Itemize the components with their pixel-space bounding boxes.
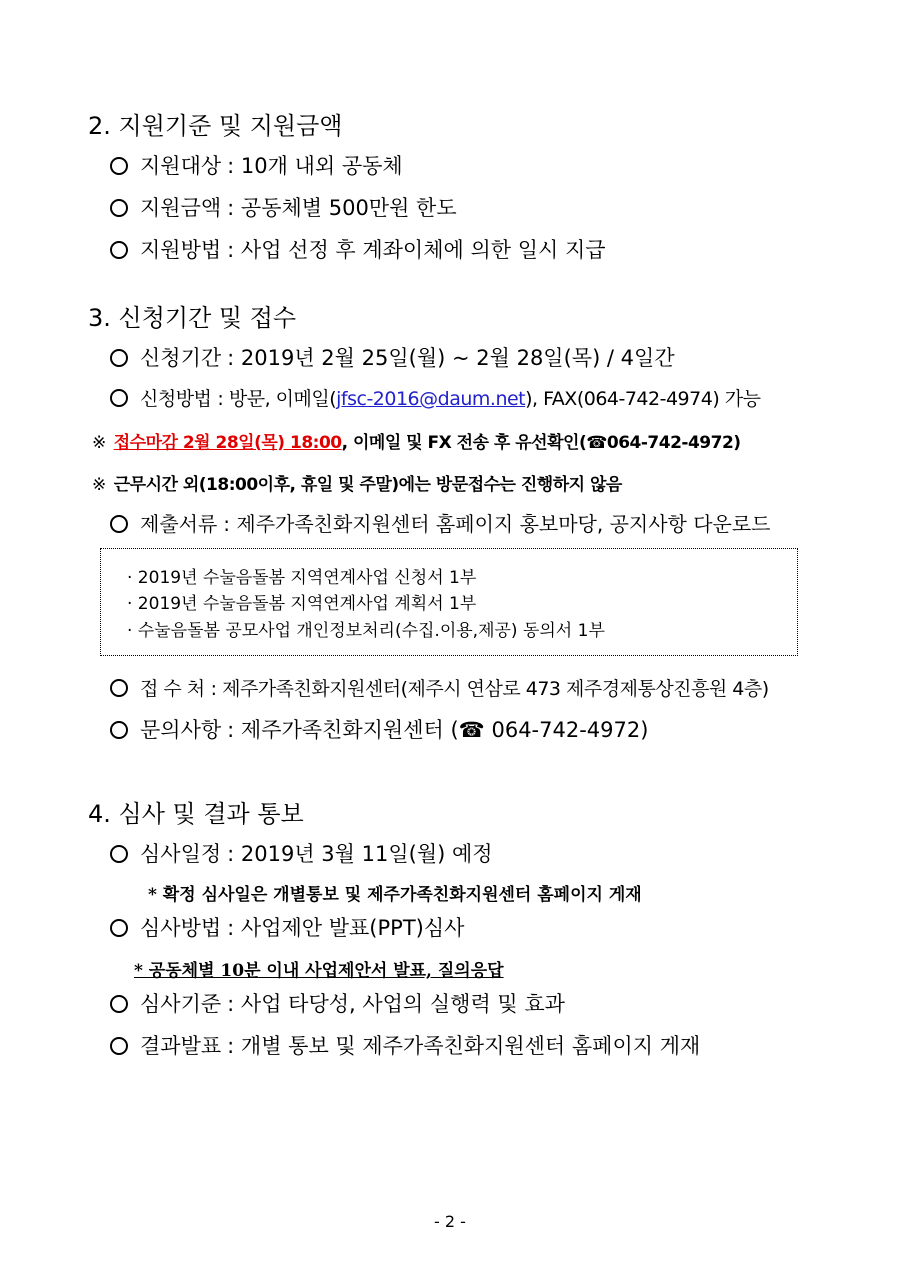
document-list-box [100, 548, 798, 656]
review-criteria-item [110, 988, 565, 1018]
item-label: 신청기간 [140, 346, 222, 370]
item-label: 지원금액 [140, 196, 222, 220]
inquiry-item [110, 714, 648, 744]
circle-bullet-icon [110, 349, 128, 367]
hours-note [92, 470, 622, 495]
item-value: : 10개 내외 공동체 [227, 154, 403, 178]
circle-bullet-icon [110, 679, 128, 697]
schedule-note: * 확정 심사일은 개별통보 및 제주가족친화지원센터 홈페이지 게재 [148, 885, 642, 905]
circle-bullet-icon [110, 721, 128, 739]
application-period-item [110, 342, 675, 372]
support-target-item [110, 150, 403, 180]
support-amount-item [110, 192, 457, 222]
section-4-heading: 4. 심사 및 결과 통보 [88, 800, 304, 828]
section-2-heading: 2. 지원기준 및 지원금액 [88, 112, 343, 140]
circle-bullet-icon [110, 389, 128, 407]
note-text: , 이메일 및 FX 전송 후 유선확인(☎064-742-4972) [341, 433, 741, 453]
item-label: 지원방법 [140, 238, 222, 262]
deadline-text: 접수마감 2월 28일(목) 18:00 [113, 433, 342, 453]
item-value: : 사업 선정 후 계좌이체에 의한 일시 지급 [227, 238, 606, 262]
item-label: 결과발표 [140, 1034, 222, 1058]
page-number: - 2 - [434, 1212, 466, 1231]
circle-bullet-icon [110, 995, 128, 1013]
circle-bullet-icon [110, 157, 128, 175]
note-mark: ※ [92, 475, 106, 495]
circle-bullet-icon [110, 515, 128, 533]
reception-place-item [110, 674, 769, 701]
item-label: 신청방법 [140, 388, 212, 410]
item-label: 심사방법 [140, 916, 222, 940]
item-label: 심사기준 [140, 992, 222, 1016]
item-value: : 제주가족친화지원센터(제주시 연삼로 473 제주경제통상진흥원 4층) [210, 678, 769, 700]
document-list-item: · 2019년 수눌음돌봄 지역연계사업 계획서 1부 [127, 594, 477, 614]
document-list-item: · 수눌음돌봄 공모사업 개인정보처리(수집.이용,제공) 동의서 1부 [127, 621, 605, 641]
item-label: 문의사항 [140, 718, 222, 742]
note-mark: ※ [92, 433, 106, 453]
support-method-item [110, 234, 606, 264]
item-value: : 사업 타당성, 사업의 실행력 및 효과 [227, 992, 565, 1016]
documents-item [110, 508, 770, 537]
circle-bullet-icon [110, 199, 128, 217]
item-label: 심사일정 [140, 842, 222, 866]
item-value-suffix: ), FAX(064-742-4974) 가능 [525, 388, 761, 410]
item-label: 접 수 처 [140, 678, 205, 700]
item-value: : 2019년 3월 11일(월) 예정 [227, 842, 493, 866]
email-link[interactable]: jfsc-2016@daum.net [336, 388, 526, 410]
circle-bullet-icon [110, 241, 128, 259]
item-value-prefix: : 방문, 이메일( [217, 388, 337, 410]
item-value: : 2019년 2월 25일(월) ~ 2월 28일(목) / 4일간 [227, 346, 675, 370]
item-value: : 개별 통보 및 제주가족친화지원센터 홈페이지 게재 [227, 1034, 701, 1058]
circle-bullet-icon [110, 845, 128, 863]
result-announcement-item [110, 1030, 700, 1060]
item-value: : 제주가족친화지원센터 홈페이지 홍보마당, 공지사항 다운로드 [223, 512, 771, 536]
deadline-note [92, 428, 741, 453]
application-method-item [110, 384, 760, 411]
item-label: 제출서류 [140, 512, 218, 536]
item-value: : 사업제안 발표(PPT)심사 [227, 916, 465, 940]
review-method-item [110, 912, 464, 942]
document-list-item: · 2019년 수눌음돌봄 지역연계사업 신청서 1부 [127, 568, 477, 588]
item-label: 지원대상 [140, 154, 222, 178]
circle-bullet-icon [110, 919, 128, 937]
note-text: 근무시간 외(18:00이후, 휴일 및 주말)에는 방문접수는 진행하지 않음 [113, 475, 622, 495]
section-3-heading: 3. 신청기간 및 접수 [88, 304, 297, 332]
method-note: * 공동체별 10분 이내 사업제안서 발표, 질의응답 [134, 961, 504, 981]
item-value: : 공동체별 500만원 한도 [227, 196, 457, 220]
item-value: : 제주가족친화지원센터 (☎ 064-742-4972) [227, 718, 649, 742]
review-schedule-item [110, 838, 493, 868]
circle-bullet-icon [110, 1037, 128, 1055]
